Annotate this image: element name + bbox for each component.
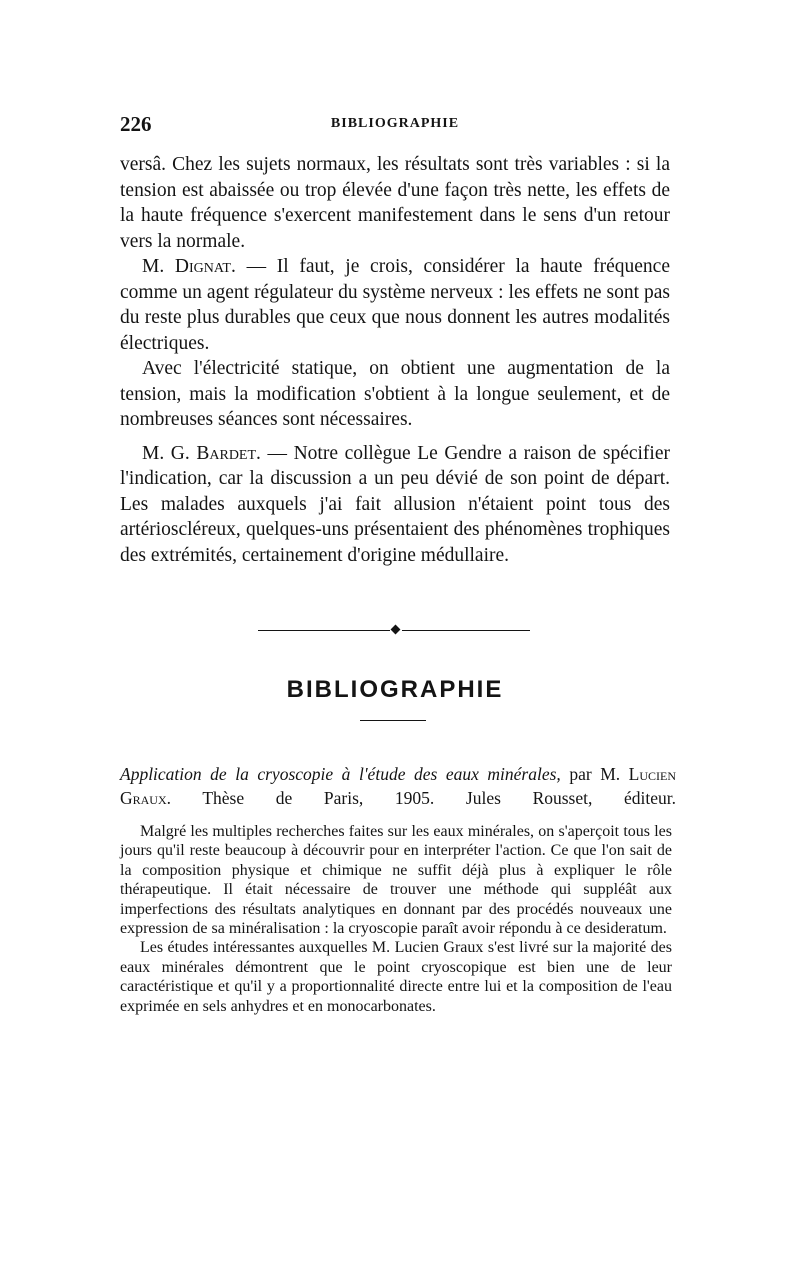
paragraph: Avec l'électricité statique, on obtient une augmentation de la tension, mais la modification s'obtient à la longue seulement, et de nombreuses séances sont nécessaires. (120, 358, 670, 430)
speaker-name: M. Dignat. (142, 256, 236, 277)
page-header (120, 112, 670, 142)
book-title: Application de la cryoscopie à l'étude des eaux minérales, (120, 764, 561, 784)
section-divider (258, 624, 530, 638)
page-number: 226 (120, 112, 152, 136)
citation-author: Lucien Graux. (120, 764, 677, 808)
paragraph: Malgré les multiples recherches faites sur les eaux minérales, on s'aperçoit tous les jours qu'il reste beaucoup à découvrir pour en interpréter l'action. Ce que l'on sait de la composition physique et chimique ne suffit déjà plus à expliquer le rôle thérapeutique. Il était nécessaire de trouver une méthode qui suppléât aux imperfections des résultats analytiques en donnant par des procédés nouveaux une expression de sa minéralisation : la cryoscopie paraît avoir répondu à ce desideratum. (120, 823, 672, 938)
running-head: BIBLIOGRAPHIE (330, 116, 460, 131)
paragraph: Les études intéressantes auxquelles M. Lucien Graux s'est livré sur la majorité des eaux minérales démontrent que le point cryoscopique est bien une de leur caractéristique et qu'il y a proportionnalité directe entre lui et la composition de l'eau exprimée en sels anhydres et en monocarbonates. (120, 939, 672, 1015)
review-text (120, 822, 672, 1016)
divider-ornament (391, 625, 401, 635)
divider-line-right (402, 630, 530, 631)
book-citation (120, 762, 676, 810)
section-title: BIBLIOGRAPHIE (286, 676, 504, 703)
citation-details: Thèse de Paris, 1905. Jules Rousset, éditeur. (171, 788, 676, 808)
paragraph (120, 441, 670, 569)
paragraph (120, 254, 670, 356)
citation-line (120, 762, 676, 810)
speaker-name: M. G. Bardet. (142, 442, 261, 464)
title-rule (360, 720, 426, 721)
paragraph-text: — Il faut, je crois, considérer la haute fréquence comme un agent régulateur du système nerveux : les effets ne sont pas du reste plus durables que ceux que nous donnent les autres modalités électriques. (120, 256, 670, 354)
paragraph: versâ. Chez les sujets normaux, les résultats sont très variables : si la tension est abaissée ou trop élevée d'une façon très nette, les effets de la haute fréquence s'exercent manifestement dans le sens d'un retour vers la normale. (120, 154, 670, 252)
discussion-text (120, 152, 670, 568)
citation-by: par M. (560, 764, 629, 784)
paragraph-text: — Notre collègue Le Gendre a raison de spécifier l'indication, car la discussion a un peu dévié de son point de départ. Les malades auxquels j'ai fait allusion n'étaient point tous des artérioscléreux, quelques-uns présentaient des phénomènes trophiques des extrémités, certainement d'origine médullaire. (120, 442, 670, 566)
divider-line-left (258, 630, 390, 631)
